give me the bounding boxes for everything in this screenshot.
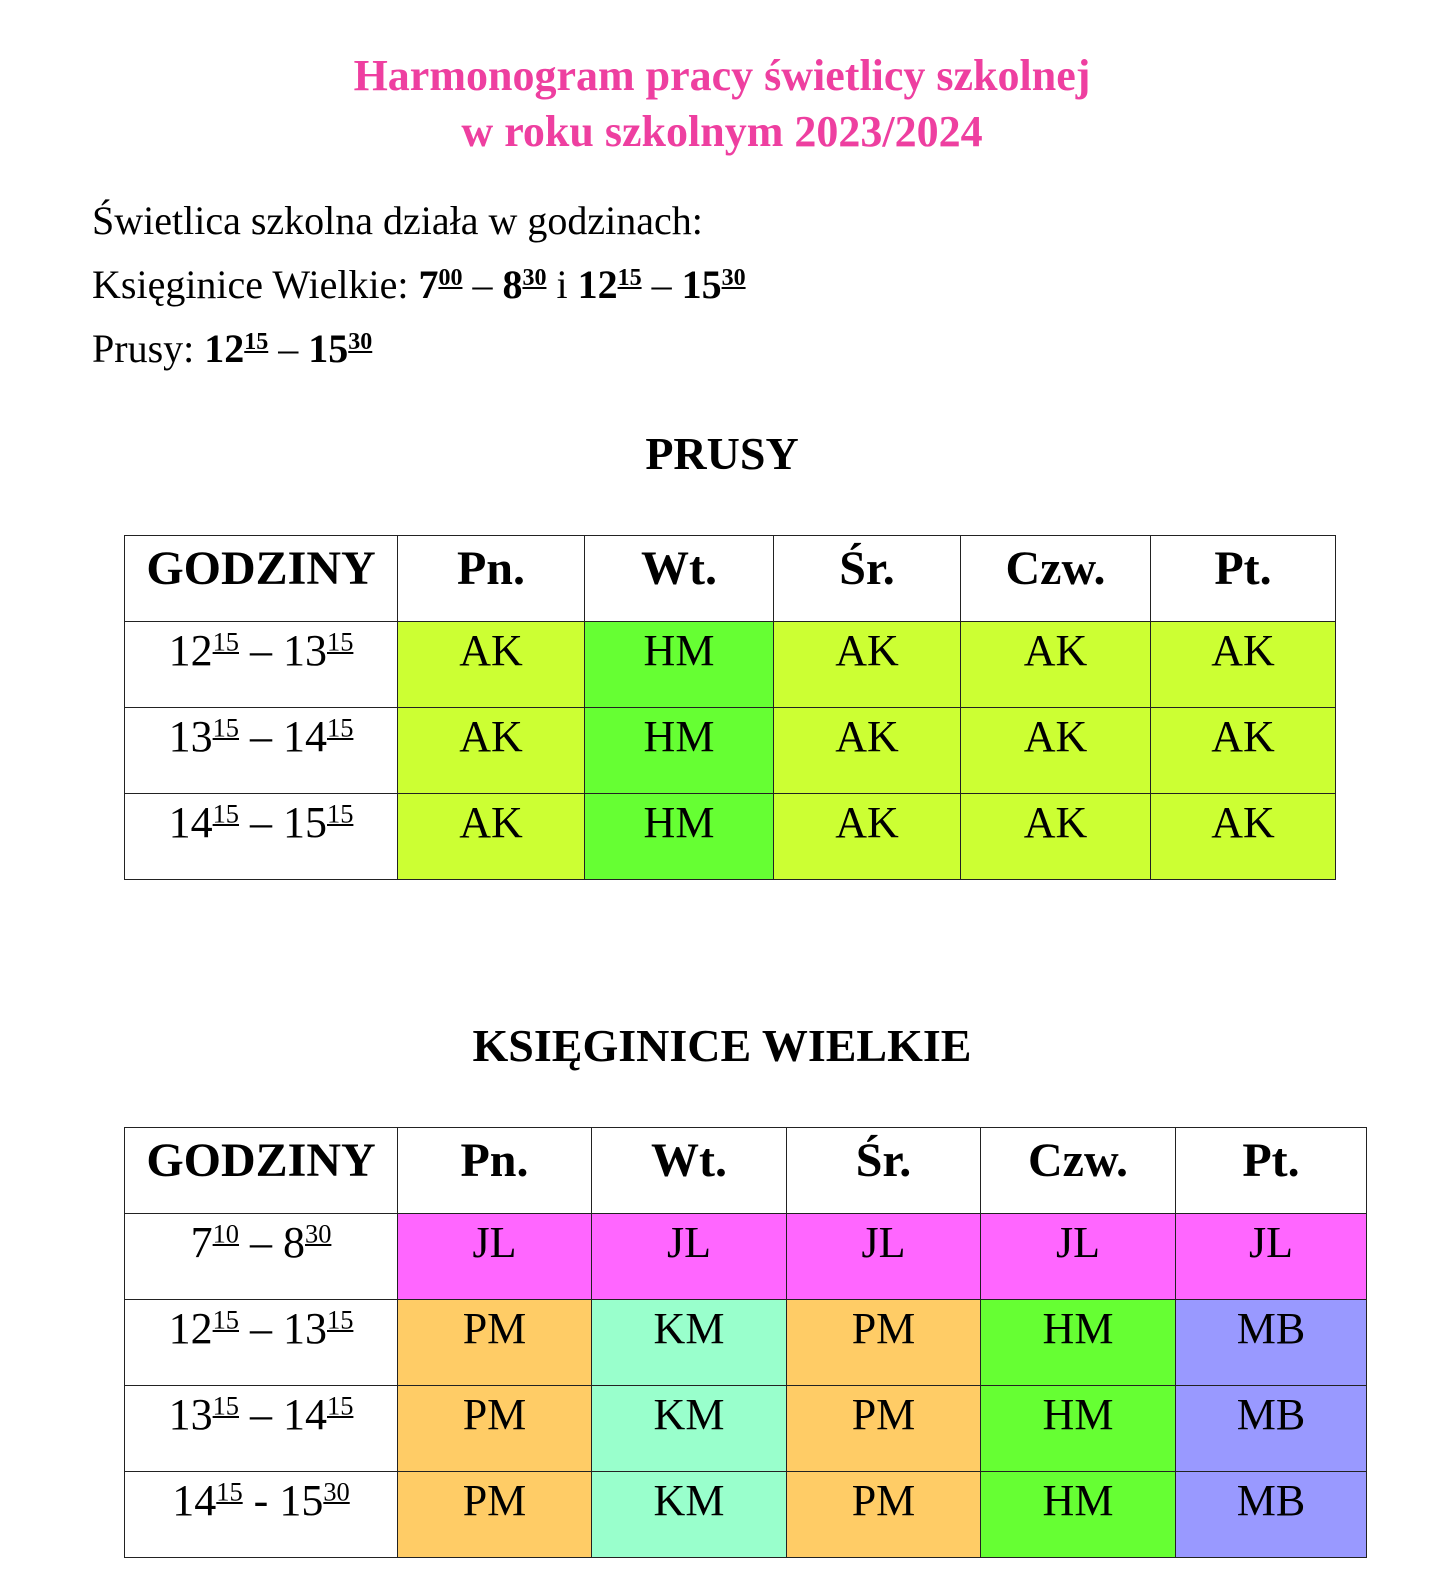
time-slot-cell: $12^{15} - 13^{15}$ [125, 1300, 398, 1386]
teacher-cell: MB [1176, 1472, 1367, 1558]
teacher-cell: HM [585, 708, 774, 794]
column-header-day: Pt. [1176, 1128, 1367, 1214]
teacher-cell: AK [961, 622, 1151, 708]
time-value: $12^{15}$ [577, 262, 642, 307]
table-row [125, 1214, 1367, 1300]
table-header-row [125, 1128, 1367, 1214]
teacher-cell: AK [961, 794, 1151, 880]
teacher-cell: AK [774, 622, 961, 708]
teacher-cell: MB [1176, 1300, 1367, 1386]
column-header-day: Wt. [585, 536, 774, 622]
hours-ksieginice-label: Księginice Wielkie: [92, 262, 419, 307]
column-header-day: Pn. [398, 536, 585, 622]
section-heading-ksieginice: KSIĘGINICE WIELKIE [472, 1020, 972, 1071]
page-title-line-1: Harmonogram pracy świetlicy szkolnej [353, 51, 1091, 100]
table-row [125, 1386, 1367, 1472]
teacher-cell: AK [398, 622, 585, 708]
teacher-cell: PM [398, 1472, 592, 1558]
teacher-cell: AK [1151, 794, 1336, 880]
teacher-cell: PM [787, 1386, 981, 1472]
teacher-cell: JL [592, 1214, 787, 1300]
column-header-day: Czw. [961, 536, 1151, 622]
column-header-day: Pn. [398, 1128, 592, 1214]
column-header-hours: GODZINY [125, 536, 398, 622]
time-value: $7^{00}$ [418, 262, 463, 307]
time-slot-cell: $12^{15} - 13^{15}$ [125, 622, 398, 708]
schedule-table-ksieginice [124, 1127, 1367, 1558]
table-row [125, 708, 1336, 794]
column-header-hours: GODZINY [125, 1128, 398, 1214]
teacher-cell: AK [961, 708, 1151, 794]
time-value: $12^{15}$ [204, 326, 269, 371]
time-slot-cell: $7^{10} - 8^{30}$ [125, 1214, 398, 1300]
teacher-cell: HM [981, 1386, 1176, 1472]
teacher-cell: AK [774, 794, 961, 880]
section-heading-prusy: PRUSY [645, 428, 799, 479]
page-title-line-2: w roku szkolnym 2023/2024 [461, 107, 983, 156]
table-row [125, 1472, 1367, 1558]
column-header-day: Śr. [787, 1128, 981, 1214]
teacher-cell: AK [774, 708, 961, 794]
column-header-day: Czw. [981, 1128, 1176, 1214]
hours-ksieginice: Księginice Wielkie: $7^{00} - 8^{30}$ i $12^{15} - 15^{30}$ [92, 262, 746, 307]
teacher-cell: AK [398, 794, 585, 880]
teacher-cell: KM [592, 1386, 787, 1472]
column-header-day: Wt. [592, 1128, 787, 1214]
teacher-cell: JL [981, 1214, 1176, 1300]
time-value: $15^{30}$ [681, 262, 746, 307]
table-row [125, 794, 1336, 880]
schedule-table-prusy [124, 535, 1336, 880]
teacher-cell: AK [1151, 622, 1336, 708]
teacher-cell: HM [981, 1472, 1176, 1558]
teacher-cell: PM [398, 1386, 592, 1472]
time-value: $15^{30}$ [308, 326, 373, 371]
teacher-cell: JL [787, 1214, 981, 1300]
teacher-cell: AK [398, 708, 585, 794]
teacher-cell: AK [1151, 708, 1336, 794]
column-header-day: Śr. [774, 536, 961, 622]
teacher-cell: KM [592, 1300, 787, 1386]
time-slot-cell: $14^{15} - 15^{30}$ [125, 1472, 398, 1558]
table-header-row [125, 536, 1336, 622]
teacher-cell: JL [1176, 1214, 1367, 1300]
hours-intro: Świetlica szkolna działa w godzinach: [92, 198, 703, 243]
table-row [125, 622, 1336, 708]
time-value: $8^{30}$ [502, 262, 547, 307]
hours-prusy: Prusy: $12^{15} - 15^{30}$ [92, 326, 373, 371]
hours-prusy-label: Prusy: [92, 326, 205, 371]
teacher-cell: KM [592, 1472, 787, 1558]
teacher-cell: HM [585, 794, 774, 880]
teacher-cell: HM [585, 622, 774, 708]
column-header-day: Pt. [1151, 536, 1336, 622]
teacher-cell: PM [398, 1300, 592, 1386]
teacher-cell: PM [787, 1300, 981, 1386]
teacher-cell: MB [1176, 1386, 1367, 1472]
time-slot-cell: $13^{15} - 14^{15}$ [125, 708, 398, 794]
teacher-cell: JL [398, 1214, 592, 1300]
table-row [125, 1300, 1367, 1386]
time-slot-cell: $13^{15} - 14^{15}$ [125, 1386, 398, 1472]
teacher-cell: PM [787, 1472, 981, 1558]
teacher-cell: HM [981, 1300, 1176, 1386]
time-slot-cell: $14^{15} - 15^{15}$ [125, 794, 398, 880]
